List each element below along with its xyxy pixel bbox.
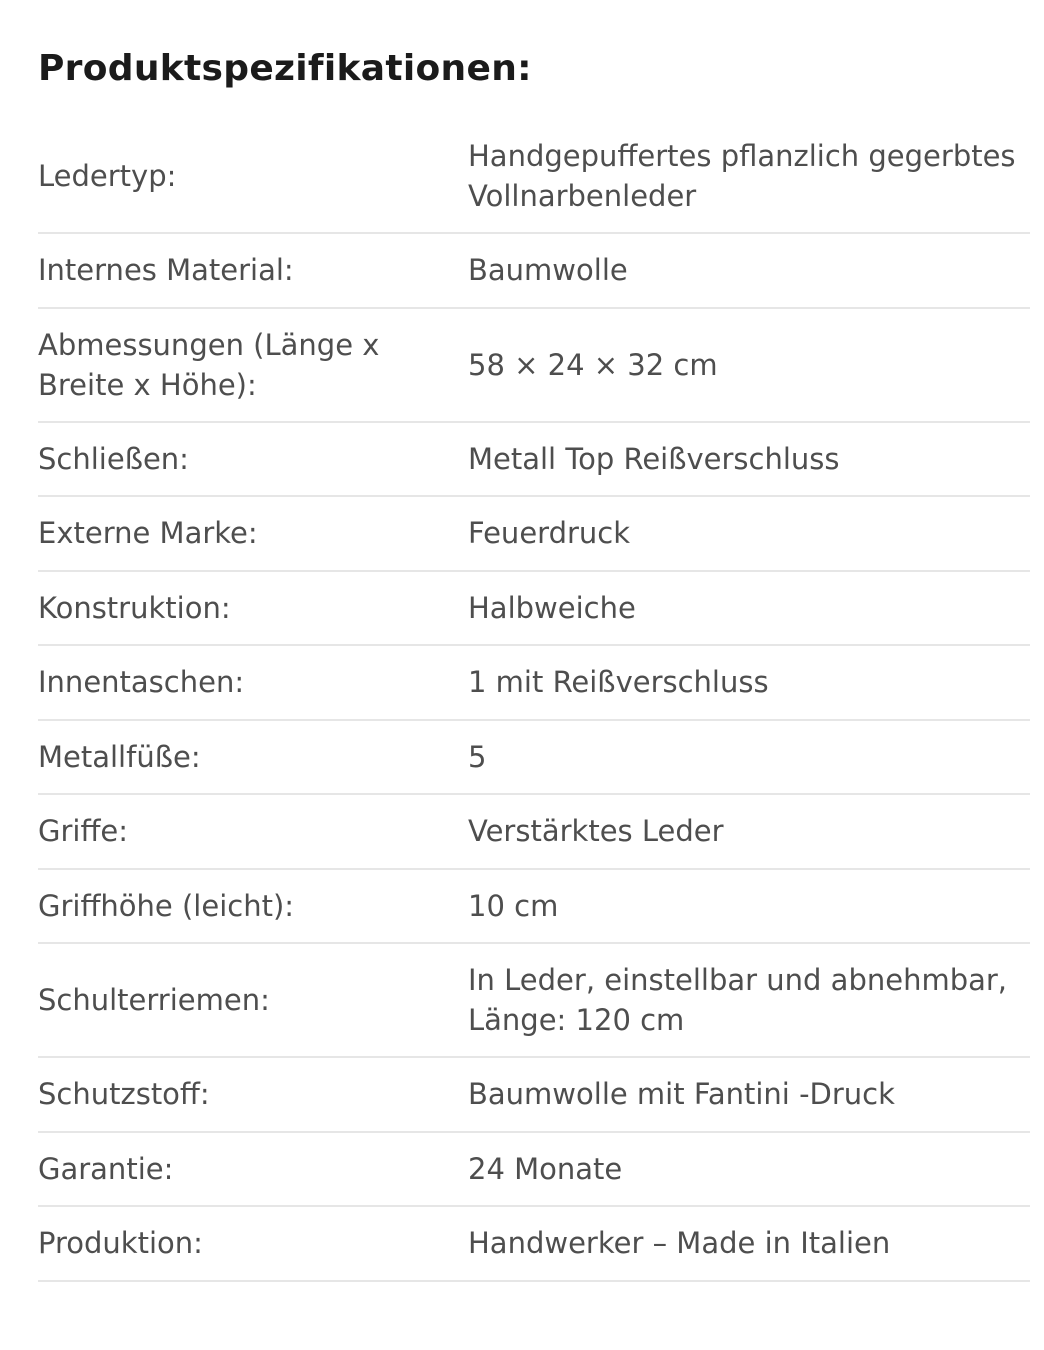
spec-value: Feuerdruck <box>468 516 631 551</box>
spec-value: Baumwolle <box>468 253 628 288</box>
spec-row-griffe <box>38 795 1030 870</box>
spec-row-griffhoehe <box>38 870 1030 945</box>
spec-label: Schließen: <box>38 441 189 476</box>
spec-row-externe-marke <box>38 497 1030 572</box>
spec-label: Externe Marke: <box>38 516 258 551</box>
spec-row-schulterriemen <box>38 944 1030 1058</box>
spec-label: Griffe: <box>38 814 129 849</box>
spec-value: Verstärktes Leder <box>468 814 724 849</box>
spec-row-schliessen <box>38 423 1030 498</box>
spec-row-produktion <box>38 1207 1030 1282</box>
spec-value: 10 cm <box>468 888 559 923</box>
spec-value: 5 <box>468 739 487 774</box>
spec-value: 1 mit Reißverschluss <box>468 665 769 700</box>
spec-row-innentaschen <box>38 646 1030 721</box>
spec-label: Griffhöhe (leicht): <box>38 888 295 923</box>
spec-label: Schulterriemen: <box>38 983 270 1017</box>
spec-row-konstruktion <box>38 572 1030 647</box>
spec-row-abmessungen <box>38 309 1030 423</box>
spec-label: Schutzstoff: <box>38 1077 210 1112</box>
spec-label: Abmessungen (Länge x Breite x Höhe): <box>38 327 380 402</box>
spec-value: In Leder, einstellbar und abnehmbar, Länge: 120 cm <box>468 963 1008 1037</box>
spec-row-metallfuesse <box>38 721 1030 796</box>
spec-label: Garantie: <box>38 1151 174 1186</box>
spec-value: Baumwolle mit Fantini -Druck <box>468 1077 895 1112</box>
spec-row-schutzstoff <box>38 1058 1030 1133</box>
spec-row-internes-material <box>38 234 1030 309</box>
spec-row-garantie <box>38 1133 1030 1208</box>
page-title: Produktspezifikationen: <box>38 48 532 89</box>
spec-label: Produktion: <box>38 1226 203 1261</box>
spec-value: Halbweiche <box>468 590 636 625</box>
spec-value: 58 × 24 × 32 cm <box>468 347 718 382</box>
spec-label: Metallfüße: <box>38 739 201 774</box>
spec-row-ledertyp <box>38 120 1030 234</box>
spec-value: Handwerker – Made in Italien <box>468 1226 891 1261</box>
spec-label: Internes Material: <box>38 253 294 288</box>
spec-value: Metall Top Reißverschluss <box>468 441 840 476</box>
spec-value: 24 Monate <box>468 1151 623 1186</box>
spec-label: Konstruktion: <box>38 590 231 625</box>
spec-table <box>38 120 1030 1282</box>
spec-label: Ledertyp: <box>38 159 177 193</box>
spec-label: Innentaschen: <box>38 665 245 700</box>
spec-value: Handgepuffertes pflanzlich gegerbtes Vollnarbenleder <box>468 139 1016 213</box>
